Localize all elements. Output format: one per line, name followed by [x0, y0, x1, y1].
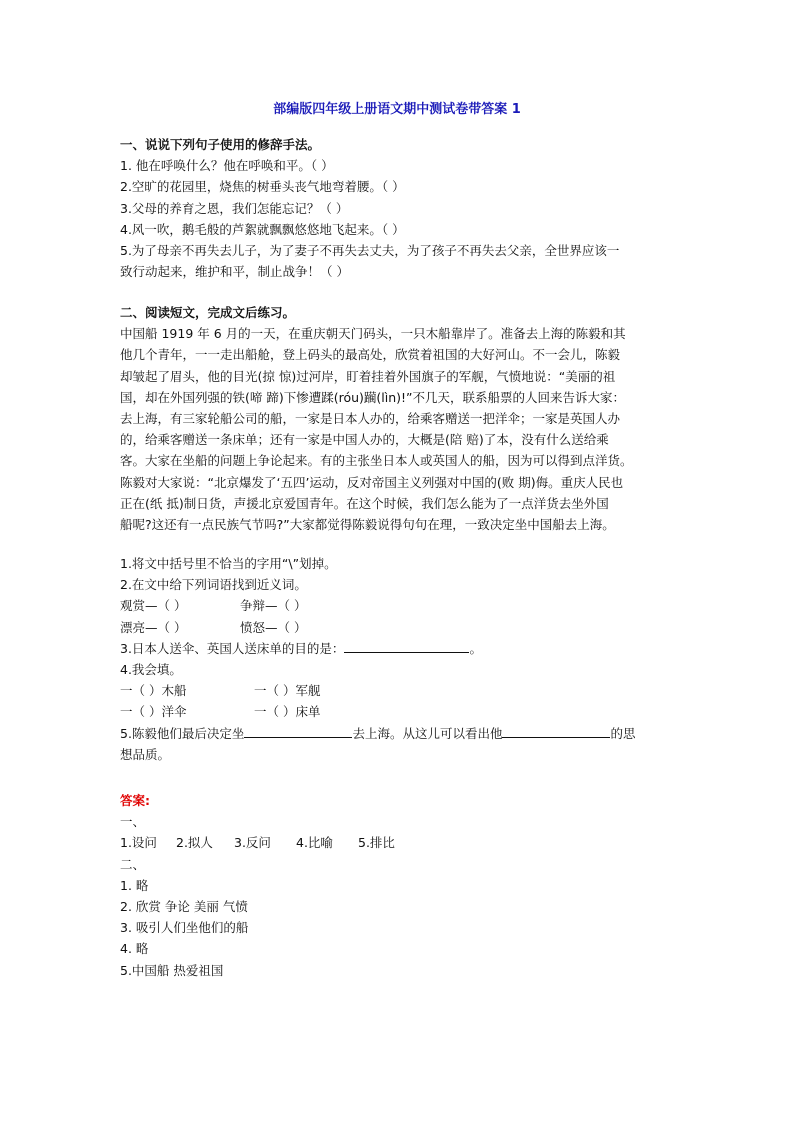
section1-item: 3.父母的养育之恩，我们怎能忘记？（ ） — [120, 200, 349, 216]
passage-line: 船呢?这还有一点民族气节吗?”大家都觉得陈毅说得句句在理，一致决定坐中国船去上海。 — [120, 517, 615, 533]
section1-heading: 一、说说下列句子使用的修辞手法。 — [120, 137, 321, 152]
passage-line: 国，却在外国列强的铁(啼 蹄)下惨遭蹂(róu)躏(lìn)!”不几天，联系船票的人回来告诉大家： — [120, 389, 626, 405]
measure-word-row — [120, 680, 680, 701]
passage-line: 去上海，有三家轮船公司的船，一家是日本人办的，给乘客赠送一把洋伞；一家是英国人办 — [120, 411, 621, 427]
measure-word-item: 一（ ）军舰 — [254, 683, 321, 699]
section1-item: 1. 他在呼唤什么？他在呼唤和平。（ ） — [120, 158, 334, 174]
answer-heading: 答案: — [120, 793, 150, 808]
answer-part2-label: 二、 — [120, 856, 146, 872]
passage-line: 中国船 1919 年 6 月的一天，在重庆朝天门码头，一只木船靠岸了。准备去上海的陈毅和其 — [120, 326, 626, 342]
section1-item: 5.为了母亲不再失去儿子，为了妻子不再失去丈夫，为了孩子不再失去父亲，全世界应该一 — [120, 243, 620, 259]
answer-part1-label: 一、 — [120, 814, 146, 830]
question-5-continued: 想品质。 — [120, 746, 171, 762]
answer-blank[interactable] — [502, 724, 610, 738]
answer-line: 4. 略 — [120, 941, 149, 957]
passage-line: 陈毅对大家说：“北京爆发了‘五四’运动，反对帝国主义列强对中国的(败 期)侮。重庆人民也 — [120, 474, 624, 490]
answer-part1-items — [120, 832, 680, 853]
answer-line: 5.中国船 热爱祖国 — [120, 962, 224, 978]
section1-item: 2.空旷的花园里，烧焦的树垂头丧气地弯着腰。（ ） — [120, 179, 405, 195]
answer-blank[interactable] — [344, 639, 469, 653]
answer-line: 3. 吸引人们坐他们的船 — [120, 920, 249, 936]
passage-line: 客。大家在坐船的问题上争论起来。有的主张坐日本人或英国人的船，因为可以得到点洋货。 — [120, 453, 633, 469]
synonym-item: 愤怒—（ ） — [240, 619, 307, 635]
measure-word-item: 一（ ）木船 — [120, 683, 187, 699]
section2-heading: 二、阅读短文，完成文后练习。 — [120, 305, 296, 320]
synonym-item: 争辩—（ ） — [240, 598, 307, 614]
synonym-item: 观赏—（ ） — [120, 598, 187, 614]
question-5-text: 5.陈毅他们最后决定坐 — [120, 725, 245, 741]
passage-line: 却皱起了眉头，他的目光(掠 惊)过河岸，盯着挂着外国旗子的军舰，气愤地说：“美丽的祖 — [120, 368, 616, 384]
answer-line: 1. 略 — [120, 877, 149, 893]
answer-line: 2. 欣赏 争论 美丽 气愤 — [120, 899, 248, 915]
question-3 — [120, 638, 680, 659]
section1-item: 致行动起来，维护和平，制止战争！（ ） — [120, 264, 349, 280]
question-2: 2.在文中给下列词语找到近义词。 — [120, 577, 307, 593]
passage-line: 他几个青年，一一走出船舱，登上码头的最高处，欣赏着祖国的大好河山。不一会儿，陈毅 — [120, 347, 621, 363]
passage-line: 正在(纸 抵)制日货，声援北京爱国青年。在这个时候，我们怎么能为了一点洋货去坐外国 — [120, 495, 609, 511]
synonym-row — [120, 617, 680, 638]
question-4: 4.我会填。 — [120, 662, 182, 678]
answer-item: 5.排比 — [358, 835, 395, 851]
passage-line: 的，给乘客赠送一条床单；还有一家是中国人办的，大概是(陪 赔)了本，没有什么送给乘 — [120, 432, 609, 448]
question-3-end: 。 — [469, 640, 482, 656]
synonym-row — [120, 595, 680, 616]
section-rhetoric — [120, 134, 680, 282]
section-reading — [120, 302, 680, 535]
synonym-item: 漂亮—（ ） — [120, 619, 187, 635]
answer-blank[interactable] — [244, 724, 352, 738]
answer-item: 3.反问 — [234, 835, 271, 851]
measure-word-item: 一（ ）洋伞 — [120, 704, 187, 720]
question-5 — [120, 723, 680, 744]
answer-item: 4.比喻 — [296, 835, 333, 851]
section1-item: 4.风一吹，鹅毛般的芦絮就飘飘悠悠地飞起来。（ ） — [120, 221, 405, 237]
question-5-text: 的思 — [610, 725, 636, 741]
question-3-text: 3.日本人送伞、英国人送床单的目的是： — [120, 640, 345, 656]
answer-item: 2.拟人 — [176, 835, 213, 851]
question-1: 1.将文中括号里不恰当的字用“\”划掉。 — [120, 556, 337, 571]
question-5-text: 去上海。从这儿可以看出他 — [352, 725, 503, 741]
measure-word-row — [120, 701, 680, 722]
page-title: 部编版四年级上册语文期中测试卷带答案 1 — [273, 102, 521, 117]
measure-word-item: 一（ ）床单 — [254, 704, 321, 720]
answer-section — [120, 790, 680, 981]
answer-item: 1.设问 — [120, 835, 157, 851]
reading-questions — [120, 553, 680, 765]
